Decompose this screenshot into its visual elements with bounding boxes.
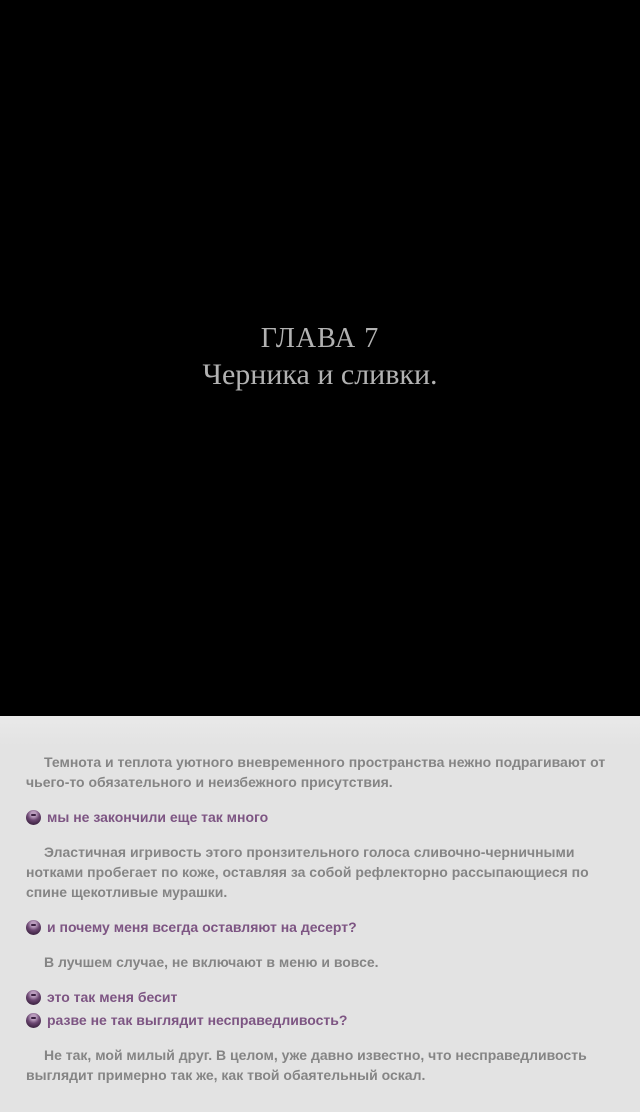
- dialogue-line: [26, 987, 610, 1007]
- narration-line: Эластичная игривость этого пронзительного голоса сливочно-черничными: [44, 844, 575, 860]
- chapter-number: ГЛАВА 7: [260, 323, 380, 354]
- narration-paragraph: [26, 952, 610, 972]
- dialogue-text: разве не так выглядит несправедливость?: [47, 1012, 348, 1028]
- text-panel[interactable]: [0, 716, 640, 1112]
- narration-line: нотками пробегает по коже, оставляя за собой рефлекторно рассыпающиеся по: [26, 864, 589, 880]
- chapter-name: Черника и сливки.: [202, 358, 438, 391]
- blueberry-icon: [26, 990, 41, 1005]
- narration-paragraph: [26, 842, 610, 902]
- narration-paragraph: [26, 752, 610, 792]
- blueberry-icon: [26, 1013, 41, 1028]
- narration-line: Не так, мой милый друг. В целом, уже давно известно, что несправедливость: [44, 1047, 587, 1063]
- narration-line: В лучшем случае, не включают в меню и вовсе.: [44, 954, 379, 970]
- narration-line: спине щекотливые мурашки.: [26, 884, 228, 900]
- dialogue-text: это так меня бесит: [47, 989, 178, 1005]
- narration-paragraph: [26, 1045, 610, 1085]
- blueberry-icon: [26, 810, 41, 825]
- dialogue-text: мы не закончили еще так много: [47, 809, 269, 825]
- narration-line: выглядит примерно так же, как твой обаятельный оскал.: [26, 1067, 426, 1083]
- dialogue-line: [26, 917, 610, 937]
- dialogue-line: [26, 807, 610, 827]
- blueberry-icon: [26, 920, 41, 935]
- narration-line: Темнота и теплота уютного вневременного пространства нежно подрагивают от: [44, 754, 606, 770]
- dialogue-line: [26, 1010, 610, 1030]
- dialogue-text: и почему меня всегда оставляют на десерт?: [47, 919, 357, 935]
- chapter-title: [0, 322, 640, 394]
- narration-line: чьего-то обязательного и неизбежного присутствия.: [26, 774, 393, 790]
